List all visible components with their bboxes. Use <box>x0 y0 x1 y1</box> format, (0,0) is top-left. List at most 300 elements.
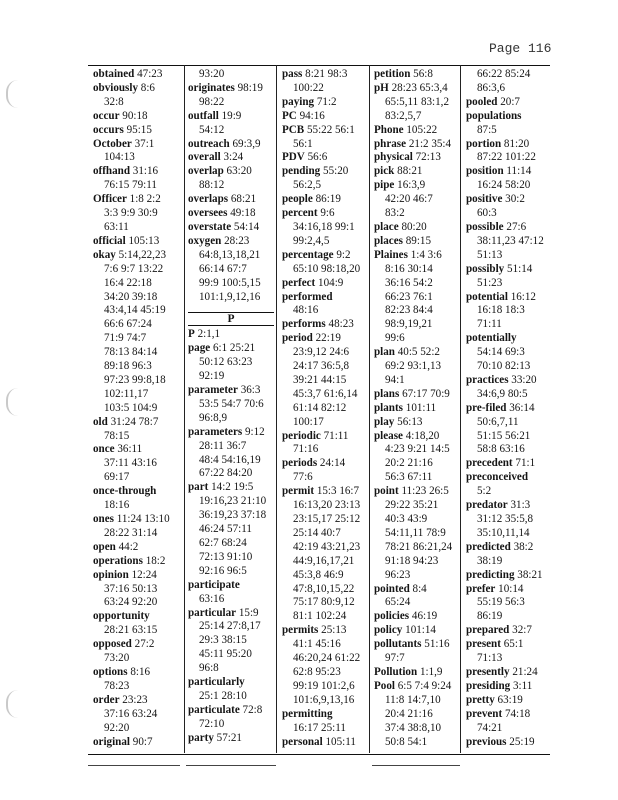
index-entry-continuation <box>466 555 556 569</box>
index-entry-continuation <box>188 551 274 565</box>
index-page-refs: 42:20 46:7 <box>385 193 433 206</box>
index-entry-continuation <box>188 495 274 509</box>
index-entry <box>374 416 464 430</box>
index-entry <box>374 430 464 444</box>
index-entry-continuation <box>93 708 183 722</box>
index-headword: pollutants <box>374 638 422 651</box>
index-headword: particulate <box>188 703 240 716</box>
index-entry <box>188 110 274 124</box>
index-entry-continuation <box>93 346 183 360</box>
index-page-refs: 15:9 <box>238 606 259 619</box>
index-page-refs: 97:7 <box>385 652 405 665</box>
index-headword: physical <box>374 151 413 164</box>
index-page-refs: 45:11 95:20 <box>199 648 252 661</box>
index-page-refs: 37:16 63:24 <box>104 707 158 720</box>
index-entry <box>188 151 274 165</box>
index-page-refs: 16:4 22:18 <box>104 276 152 289</box>
index-entry-continuation <box>466 82 556 96</box>
index-headword: prefer <box>466 582 496 595</box>
index-entry-continuation <box>374 374 464 388</box>
index-headword: overlaps <box>188 193 229 206</box>
index-entry-continuation <box>374 555 464 569</box>
index-page-refs: 46:19 <box>411 610 438 623</box>
index-entry <box>93 610 183 624</box>
index-entry <box>93 555 183 569</box>
index-page-refs: 20:2 21:16 <box>385 457 433 470</box>
index-entry-continuation <box>466 722 556 736</box>
index-headword: pretty <box>466 693 495 706</box>
index-entry <box>188 342 274 356</box>
index-entry-continuation <box>374 694 464 708</box>
index-entry-continuation <box>374 457 464 471</box>
index-headword: point <box>374 485 399 498</box>
index-entry <box>466 638 556 652</box>
index-entry-continuation <box>282 583 372 597</box>
index-page-refs: 82:23 84:4 <box>385 304 433 317</box>
index-page-refs: 65:1 <box>503 638 524 651</box>
index-headword: please <box>374 429 403 442</box>
index-page-refs: 62:8 95:23 <box>293 665 341 678</box>
index-entry <box>188 426 274 440</box>
index-headword: obviously <box>93 81 139 94</box>
index-page-refs: 72:10 <box>199 717 225 730</box>
index-entry-continuation <box>282 471 372 485</box>
index-page-refs: 72:13 91:10 <box>199 550 253 563</box>
index-page-refs: 51:14 <box>507 262 533 275</box>
index-page-refs: 48:23 <box>328 318 354 331</box>
index-page-refs: 94:16 <box>299 109 325 122</box>
index-entry-continuation <box>282 694 372 708</box>
index-headword: Plaines <box>374 248 408 261</box>
index-entry-continuation <box>374 332 464 346</box>
index-page-refs: 89:18 96:3 <box>104 360 152 373</box>
index-entry-continuation <box>282 82 372 96</box>
index-page-refs: 36:16 54:2 <box>385 276 433 289</box>
index-page-refs: 68:21 <box>230 193 257 206</box>
index-entry <box>374 68 464 82</box>
index-headword: opposed <box>93 638 132 651</box>
index-entry-continuation <box>188 523 274 537</box>
index-page-refs: 18:16 <box>104 499 130 512</box>
index-headword: precedent <box>466 457 513 470</box>
index-headword: percentage <box>282 248 334 261</box>
index-entry-continuation <box>188 398 274 412</box>
index-headword: perfect <box>282 276 316 289</box>
index-entry <box>374 388 464 402</box>
scan-margin-mark <box>6 80 20 108</box>
index-page-refs: 11:24 13:10 <box>116 513 170 525</box>
index-entry <box>188 165 274 179</box>
index-page-refs: 46:24 57:11 <box>199 523 252 536</box>
index-page-refs: 69:17 <box>104 471 130 484</box>
index-headword: page <box>188 342 211 355</box>
index-entry-continuation <box>282 360 372 374</box>
index-entry-continuation <box>374 291 464 305</box>
index-page-refs: 25:14 27:8,17 <box>199 620 261 633</box>
index-entry <box>188 138 274 152</box>
index-entry-continuation <box>466 527 556 541</box>
index-page-refs: 80:20 <box>401 220 427 233</box>
index-page-refs: 38:11,23 47:12 <box>477 234 544 247</box>
index-page-refs: 38:21 <box>517 568 543 581</box>
index-page-refs: 7:6 9:7 13:22 <box>104 262 164 275</box>
index-entry-continuation <box>374 569 464 583</box>
index-entry <box>466 138 556 152</box>
index-page-refs: 72:13 <box>415 151 441 164</box>
index-entry-continuation <box>466 596 556 610</box>
index-headword: presiding <box>466 679 511 692</box>
index-headword: overlap <box>188 165 224 178</box>
index-entry <box>466 694 556 708</box>
index-page-refs: 6:1 25:21 <box>212 342 256 355</box>
index-entry <box>466 332 556 346</box>
index-page-refs: 37:1 <box>134 137 155 150</box>
index-entry-continuation <box>282 443 372 457</box>
index-page-refs: 3:11 <box>512 679 533 692</box>
index-entry <box>374 124 464 138</box>
index-entry-continuation <box>466 318 556 332</box>
index-page-refs: 8:16 <box>130 665 151 678</box>
index-entry-continuation <box>282 416 372 430</box>
index-entry-continuation <box>93 471 183 485</box>
index-entry <box>93 124 183 138</box>
index-page-refs: 98:9,19,21 <box>385 318 433 331</box>
index-entry-continuation <box>93 263 183 277</box>
index-entry <box>188 676 274 690</box>
index-headword: pooled <box>466 95 498 108</box>
index-page-refs: 92:19 <box>199 370 225 383</box>
index-entry-continuation <box>374 110 464 124</box>
index-entry-continuation <box>374 304 464 318</box>
index-entry <box>374 610 464 624</box>
index-entry <box>466 708 556 722</box>
index-entry-continuation <box>188 263 274 277</box>
index-page-refs: 65:5,11 83:1,2 <box>385 95 449 108</box>
index-page-refs: 28:23 65:3,4 <box>391 81 448 94</box>
index-headword: opportunity <box>93 610 150 623</box>
index-entry-continuation <box>188 124 274 138</box>
index-entry <box>93 485 183 499</box>
index-entry-continuation <box>374 499 464 513</box>
index-page-refs: 1:1,9 <box>419 665 443 678</box>
index-entry <box>466 402 556 416</box>
index-entry <box>282 736 372 750</box>
index-entry-continuation <box>374 596 464 610</box>
index-entry-continuation <box>374 263 464 277</box>
index-entry-continuation <box>93 360 183 374</box>
index-page-refs: 96:8,9 <box>199 411 228 424</box>
index-page-refs: 20:7 <box>500 95 520 108</box>
index-page-refs: 60:3 <box>477 207 497 220</box>
index-headword: permits <box>282 624 319 637</box>
index-page-refs: 54:12 <box>199 123 225 136</box>
index-entry <box>282 68 372 82</box>
index-page-refs: 83:2,5,7 <box>385 109 422 122</box>
index-headword: potential <box>466 290 508 303</box>
index-headword: operations <box>93 554 143 567</box>
index-page-refs: 44:9,16,17,21 <box>293 554 355 567</box>
index-entry-continuation <box>282 638 372 652</box>
index-entry <box>466 457 556 471</box>
index-entry <box>466 736 556 750</box>
index-headword: performs <box>282 318 326 331</box>
index-page-refs: 100:22 <box>293 81 324 94</box>
index-entry-continuation <box>282 569 372 583</box>
index-entry <box>374 221 464 235</box>
index-headword: originates <box>188 81 235 94</box>
index-entry <box>466 291 556 305</box>
index-page-refs: 61:14 82:12 <box>293 401 347 414</box>
index-headword: pH <box>374 81 389 94</box>
index-entry <box>374 485 464 499</box>
index-page-refs: 64:8,13,18,21 <box>199 248 261 261</box>
index-page-refs: 43:4,14 45:19 <box>104 304 166 317</box>
index-page-refs: 6:5 7:4 9:24 <box>397 679 452 692</box>
index-entry <box>188 579 274 593</box>
index-headword: possible <box>466 220 504 233</box>
index-headword: P <box>188 328 195 341</box>
index-entry-continuation <box>374 541 464 555</box>
index-entry <box>188 82 274 96</box>
index-page-refs: 93:20 <box>199 68 225 80</box>
index-page-refs: 28:21 63:15 <box>104 624 158 637</box>
index-headword: oversees <box>188 207 228 220</box>
index-headword: occur <box>93 109 120 122</box>
index-page-refs: 4:18,20 <box>405 429 440 442</box>
index-entry-continuation <box>466 249 556 263</box>
index-entry-continuation <box>93 652 183 666</box>
index-entry <box>93 736 183 750</box>
index-page-refs: 21:24 <box>512 665 538 678</box>
index-entry-continuation <box>282 138 372 152</box>
index-entry <box>466 541 556 555</box>
index-entry-continuation <box>466 485 556 499</box>
index-headword: present <box>466 638 501 651</box>
index-entry-continuation <box>93 374 183 388</box>
index-headword: period <box>282 332 313 345</box>
index-entry <box>466 680 556 694</box>
index-entry-continuation <box>374 471 464 485</box>
index-page-refs: 94:1 <box>385 373 405 386</box>
index-column-3 <box>282 68 372 749</box>
index-entry-continuation <box>374 207 464 221</box>
index-headword: parameters <box>188 425 243 438</box>
index-headword: overall <box>188 151 221 164</box>
page-number: Page 116 <box>489 41 552 56</box>
index-headword: order <box>93 693 120 706</box>
index-page-refs: 32:8 <box>104 95 124 108</box>
index-page-refs: 2:1,1 <box>197 328 221 341</box>
index-page-refs: 41:1 45:16 <box>293 638 341 651</box>
index-headword: phrase <box>374 137 407 150</box>
index-headword: old <box>93 415 108 428</box>
index-entry <box>466 221 556 235</box>
index-page-refs: 28:11 36:7 <box>199 439 247 452</box>
index-page-refs: 10:14 <box>498 582 524 595</box>
index-page-refs: 86:3,6 <box>477 81 506 94</box>
index-headword: part <box>188 481 209 494</box>
index-page-refs: 57:21 <box>216 731 242 744</box>
index-page-refs: 63:11 <box>104 220 129 233</box>
index-page-refs: 66:14 67:7 <box>199 262 247 275</box>
index-entry-continuation <box>188 412 274 426</box>
index-page-refs: 16:13,20 23:13 <box>293 499 361 512</box>
index-page-refs: 23:15,17 25:12 <box>293 513 361 525</box>
index-entry <box>188 207 274 221</box>
index-entry <box>93 165 183 179</box>
index-page-refs: 19:9 <box>221 109 242 122</box>
index-entry-continuation <box>466 513 556 527</box>
index-entry <box>466 96 556 110</box>
index-headword: possibly <box>466 262 505 275</box>
index-entry-continuation <box>93 722 183 736</box>
index-page-refs: 81:20 <box>503 137 530 150</box>
index-column-4 <box>374 68 464 749</box>
index-page-refs: 90:7 <box>132 735 153 748</box>
index-page-refs: 1:4 3:6 <box>410 248 442 261</box>
index-page-refs: 99:19 101:2,6 <box>293 679 355 692</box>
index-headword: practices <box>466 373 509 386</box>
index-page-refs: 9:2 <box>336 248 351 261</box>
index-entry-continuation <box>93 402 183 416</box>
index-entry <box>188 328 274 342</box>
index-headword: pass <box>282 68 303 80</box>
index-entry <box>93 638 183 652</box>
index-entry-continuation <box>282 221 372 235</box>
index-headword: oxygen <box>188 234 222 247</box>
index-headword: predicted <box>466 540 511 553</box>
index-entry-continuation <box>466 430 556 444</box>
index-page-refs: 8:4 <box>412 582 427 595</box>
index-headword: potentially <box>466 332 517 345</box>
index-page-refs: 25:13 <box>321 624 347 637</box>
index-entry-continuation <box>282 346 372 360</box>
index-entry-continuation <box>93 624 183 638</box>
index-page-refs: 78:15 <box>104 429 130 442</box>
index-page-refs: 44:2 <box>118 540 139 553</box>
index-page-refs: 65:10 98:18,20 <box>293 262 361 275</box>
index-headword: once-through <box>93 485 157 498</box>
index-page-refs: 36:3 <box>240 384 261 397</box>
index-entry <box>282 277 372 291</box>
index-page-refs: 74:21 <box>477 721 503 734</box>
index-entry <box>93 694 183 708</box>
index-page-refs: 16:12 <box>510 290 536 303</box>
index-page-refs: 5:14,22,23 <box>118 248 167 261</box>
index-page-refs: 29:22 35:21 <box>385 499 439 512</box>
index-page-refs: 83:2 <box>385 207 405 220</box>
index-page-refs: 32:7 <box>512 624 532 637</box>
index-page-refs: 101:11 <box>405 401 437 414</box>
index-page-refs: 8:6 <box>140 81 155 94</box>
index-page-refs: 23:9,12 24:6 <box>293 346 350 359</box>
index-page-refs: 31:3 <box>510 499 531 512</box>
index-headword: original <box>93 735 130 748</box>
footer-rule <box>372 765 460 766</box>
index-page-refs: 67:17 70:9 <box>402 387 450 400</box>
index-entry-continuation <box>188 179 274 193</box>
index-headword: overstate <box>188 220 232 233</box>
index-page-refs: 88:21 <box>397 165 423 178</box>
index-page-refs: 50:12 63:23 <box>199 356 253 369</box>
index-headword: official <box>93 234 126 247</box>
index-entry <box>282 207 372 221</box>
index-entry-continuation <box>374 722 464 736</box>
index-entry <box>374 235 464 249</box>
index-page-refs: 25:19 <box>509 735 535 748</box>
index-headword: predator <box>466 499 508 512</box>
index-page-refs: 46:20,24 61:22 <box>293 652 361 665</box>
index-entry <box>374 583 464 597</box>
index-headword: outreach <box>188 137 230 150</box>
index-entry-continuation <box>188 370 274 384</box>
index-page-refs: 66:6 67:24 <box>104 318 152 331</box>
index-entry <box>466 263 556 277</box>
index-entry-continuation <box>466 388 556 402</box>
index-page-refs: 25:14 40:7 <box>293 526 341 539</box>
index-entry-continuation <box>282 304 372 318</box>
index-page-refs: 99:2,4,5 <box>293 234 330 247</box>
index-page-refs: 99:6 <box>385 332 405 345</box>
index-entry-continuation <box>93 596 183 610</box>
index-entry-continuation <box>466 207 556 221</box>
index-page-refs: 49:18 <box>230 207 256 220</box>
index-page-refs: 45:3,7 61:6,14 <box>293 387 358 400</box>
index-page-refs: 91:18 94:23 <box>385 554 439 567</box>
index-page-refs: 89:15 <box>405 234 432 247</box>
index-page-refs: 12:24 <box>131 568 157 581</box>
index-entry-continuation <box>188 509 274 523</box>
index-entry <box>466 374 556 388</box>
index-page-refs: 3:3 9:9 30:9 <box>104 207 158 220</box>
index-page-refs: 69:3,9 <box>232 137 261 150</box>
index-headword: positive <box>466 193 503 206</box>
index-entry-continuation <box>188 620 274 634</box>
index-entry <box>93 193 183 207</box>
index-entry-continuation <box>188 634 274 648</box>
index-entry <box>374 151 464 165</box>
index-page-refs: 101:14 <box>405 624 436 637</box>
index-page-refs: 37:4 38:8,10 <box>385 721 442 734</box>
index-entry <box>93 416 183 430</box>
index-entry-continuation <box>188 96 274 110</box>
index-headword: Phone <box>374 123 404 136</box>
index-entry <box>93 138 183 152</box>
index-page-refs: 97:23 99:8,18 <box>104 373 166 386</box>
index-page-refs: 88:12 <box>199 179 225 192</box>
index-headword: Officer <box>93 193 127 206</box>
index-page-refs: 24:14 <box>319 457 346 470</box>
index-headword: people <box>282 193 313 206</box>
index-entry-continuation <box>374 443 464 457</box>
index-entry <box>466 569 556 583</box>
index-entry-continuation <box>374 193 464 207</box>
index-entry <box>466 165 556 179</box>
index-entry <box>93 443 183 457</box>
index-page-refs: 71:1 <box>515 457 536 470</box>
index-entry-continuation <box>93 457 183 471</box>
index-page-refs: 66:23 76:1 <box>385 290 433 303</box>
column-divider <box>276 65 277 753</box>
index-page-refs: 15:3 16:7 <box>316 485 360 498</box>
index-entry-continuation <box>374 708 464 722</box>
index-page-refs: 16:24 58:20 <box>477 179 531 192</box>
index-entry-continuation <box>466 360 556 374</box>
index-entry-continuation <box>282 555 372 569</box>
index-page-refs: 4:23 9:21 14:5 <box>385 443 450 456</box>
index-page-refs: 8:21 98:3 <box>305 68 348 80</box>
index-headword: place <box>374 220 399 233</box>
